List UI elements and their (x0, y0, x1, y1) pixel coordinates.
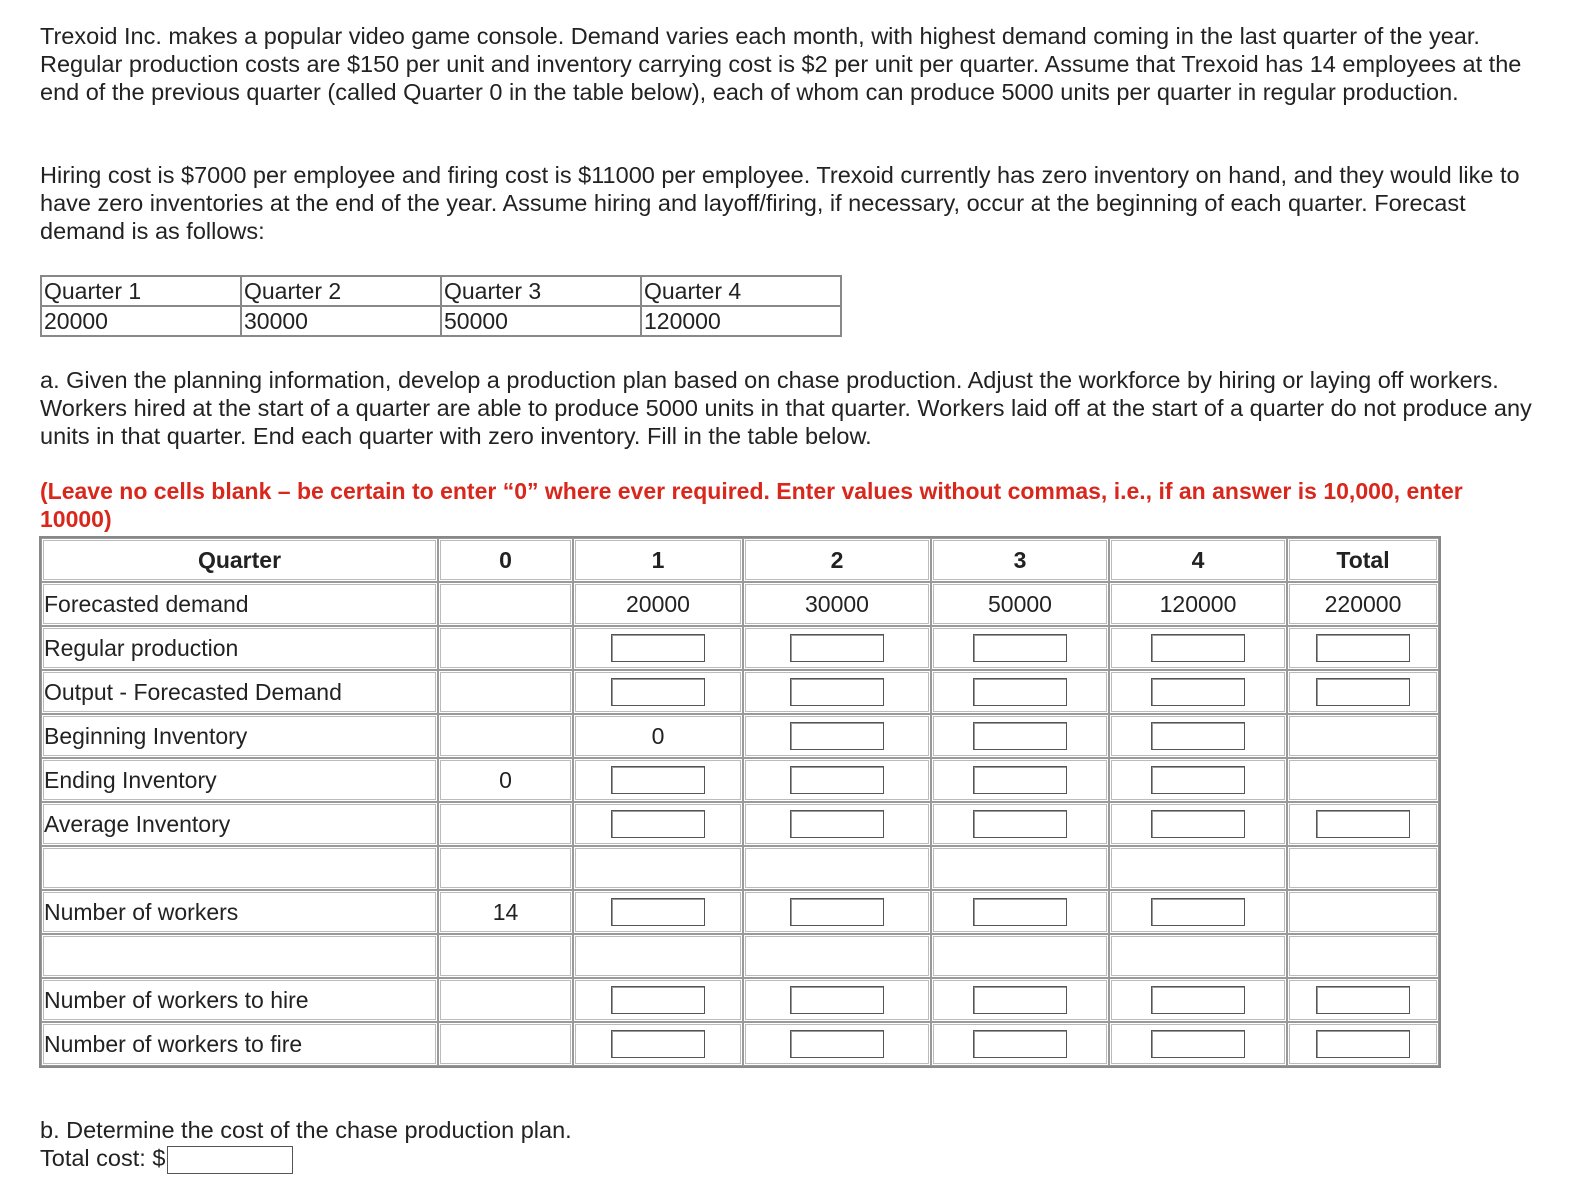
demand-value-q1: 20000 (41, 306, 241, 336)
row-label: Number of workers (41, 890, 438, 934)
table-row (41, 306, 841, 336)
part-b-question: b. Determine the cost of the chase production plan. (40, 1117, 572, 1143)
ending-inventory-q2-input[interactable] (790, 766, 884, 794)
cell-empty (1287, 846, 1439, 890)
row-spacer (41, 934, 1439, 978)
demand-header-q1: Quarter 1 (41, 276, 241, 306)
cell-empty (573, 846, 743, 890)
production-plan-table (39, 536, 1441, 1068)
regular-production-q3-input[interactable] (973, 634, 1067, 662)
cell-value: 30000 (743, 582, 931, 626)
header-q4: 4 (1109, 538, 1287, 582)
cell-empty (438, 978, 573, 1022)
ending-inventory-q1-input[interactable] (611, 766, 705, 794)
hire-total-input[interactable] (1316, 986, 1410, 1014)
output-minus-demand-q3-input[interactable] (973, 678, 1067, 706)
regular-production-total-input[interactable] (1316, 634, 1410, 662)
fire-q3-input[interactable] (973, 1030, 1067, 1058)
table-header-row (41, 538, 1439, 582)
cell-empty (573, 934, 743, 978)
cell-empty (41, 846, 438, 890)
part-a-question: a. Given the planning information, develop a production plan based on chase production. Adjust the workforce by hiring or laying off workers. Workers hired at the start of a quarter are able to produce 5000 units in that quarter. Workers laid off at the start of a quarter do not produce any units in that quarter. End each quarter with zero inventory. Fill in the table below. (40, 367, 1532, 449)
row-ending-inventory (41, 758, 1439, 802)
cell-empty (1287, 758, 1439, 802)
hire-q3-input[interactable] (973, 986, 1067, 1014)
regular-production-q4-input[interactable] (1151, 634, 1245, 662)
row-workers-to-hire (41, 978, 1439, 1022)
demand-value-q2: 30000 (241, 306, 441, 336)
cell-empty (1109, 846, 1287, 890)
cell-empty (438, 1022, 573, 1066)
demand-value-q3: 50000 (441, 306, 641, 336)
cell-value: 14 (438, 890, 573, 934)
cell-empty (41, 934, 438, 978)
average-inventory-q1-input[interactable] (611, 810, 705, 838)
forecast-demand-table (40, 275, 842, 337)
output-minus-demand-q1-input[interactable] (611, 678, 705, 706)
total-cost-input[interactable] (167, 1146, 293, 1174)
workers-q3-input[interactable] (973, 898, 1067, 926)
fire-q1-input[interactable] (611, 1030, 705, 1058)
cell-empty (931, 846, 1109, 890)
average-inventory-q2-input[interactable] (790, 810, 884, 838)
average-inventory-total-input[interactable] (1316, 810, 1410, 838)
cell-value: 50000 (931, 582, 1109, 626)
row-label: Average Inventory (41, 802, 438, 846)
cell-empty (743, 846, 931, 890)
cell-empty (438, 714, 573, 758)
ending-inventory-q3-input[interactable] (973, 766, 1067, 794)
row-regular-production (41, 626, 1439, 670)
cell-empty (438, 670, 573, 714)
cell-value: 120000 (1109, 582, 1287, 626)
row-label: Number of workers to fire (41, 1022, 438, 1066)
workers-q4-input[interactable] (1151, 898, 1245, 926)
hire-q4-input[interactable] (1151, 986, 1245, 1014)
cell-empty (438, 934, 573, 978)
cell-empty (1109, 934, 1287, 978)
fire-q2-input[interactable] (790, 1030, 884, 1058)
regular-production-q2-input[interactable] (790, 634, 884, 662)
total-cost-row (40, 1144, 572, 1174)
cell-empty (438, 802, 573, 846)
header-quarter: Quarter (41, 538, 438, 582)
part-a-instruction: (Leave no cells blank – be certain to enter “0” where ever required. Enter values without commas, i.e., if an answer is 10,000, enter 10000) (40, 478, 1463, 532)
intro-paragraph-2: Hiring cost is $7000 per employee and firing cost is $11000 per employee. Trexoid currently has zero inventory on hand, and they would like to have zero inventories at the end of the year. Assume hiring and layoff/firing, if necessary, occur at the beginning of each quarter. Forecast demand is as follows: (40, 162, 1520, 244)
beginning-inventory-q2-input[interactable] (790, 722, 884, 750)
cell-value: 20000 (573, 582, 743, 626)
row-forecasted-demand (41, 582, 1439, 626)
total-cost-label: Total cost: $ (40, 1145, 166, 1171)
row-workers-to-fire (41, 1022, 1439, 1066)
regular-production-q1-input[interactable] (611, 634, 705, 662)
fire-total-input[interactable] (1316, 1030, 1410, 1058)
cell-empty (1287, 714, 1439, 758)
output-minus-demand-q2-input[interactable] (790, 678, 884, 706)
hire-q2-input[interactable] (790, 986, 884, 1014)
header-total: Total (1287, 538, 1439, 582)
cell-empty (1287, 890, 1439, 934)
row-label: Output - Forecasted Demand (41, 670, 438, 714)
beginning-inventory-q3-input[interactable] (973, 722, 1067, 750)
hire-q1-input[interactable] (611, 986, 705, 1014)
cell-value: 220000 (1287, 582, 1439, 626)
row-spacer (41, 846, 1439, 890)
header-q0: 0 (438, 538, 573, 582)
cell-empty (438, 626, 573, 670)
row-average-inventory (41, 802, 1439, 846)
row-label: Beginning Inventory (41, 714, 438, 758)
row-label: Forecasted demand (41, 582, 438, 626)
cell-empty (438, 846, 573, 890)
cell-value: 0 (438, 758, 573, 802)
demand-header-q3: Quarter 3 (441, 276, 641, 306)
cell-value: 0 (573, 714, 743, 758)
beginning-inventory-q4-input[interactable] (1151, 722, 1245, 750)
header-q1: 1 (573, 538, 743, 582)
demand-value-q4: 120000 (641, 306, 841, 336)
header-q2: 2 (743, 538, 931, 582)
output-minus-demand-q4-input[interactable] (1151, 678, 1245, 706)
fire-q4-input[interactable] (1151, 1030, 1245, 1058)
table-row (41, 276, 841, 306)
cell-empty (438, 582, 573, 626)
average-inventory-q3-input[interactable] (973, 810, 1067, 838)
average-inventory-q4-input[interactable] (1151, 810, 1245, 838)
row-output-minus-demand (41, 670, 1439, 714)
cell-empty (931, 934, 1109, 978)
row-label: Number of workers to hire (41, 978, 438, 1022)
header-q3: 3 (931, 538, 1109, 582)
cell-empty (1287, 934, 1439, 978)
workers-q2-input[interactable] (790, 898, 884, 926)
row-label: Regular production (41, 626, 438, 670)
row-label: Ending Inventory (41, 758, 438, 802)
demand-header-q2: Quarter 2 (241, 276, 441, 306)
part-b-section (40, 1116, 572, 1174)
row-number-of-workers (41, 890, 1439, 934)
workers-q1-input[interactable] (611, 898, 705, 926)
row-beginning-inventory (41, 714, 1439, 758)
cell-empty (743, 934, 931, 978)
output-minus-demand-total-input[interactable] (1316, 678, 1410, 706)
demand-header-q4: Quarter 4 (641, 276, 841, 306)
ending-inventory-q4-input[interactable] (1151, 766, 1245, 794)
intro-paragraph-1: Trexoid Inc. makes a popular video game console. Demand varies each month, with highest demand coming in the last quarter of the year. Regular production costs are $150 per unit and inventory carrying cost is $2 per unit per quarter. Assume that Trexoid has 14 employees at the end of the previous quarter (called Quarter 0 in the table below), each of whom can produce 5000 units per quarter in regular production. (40, 23, 1522, 105)
